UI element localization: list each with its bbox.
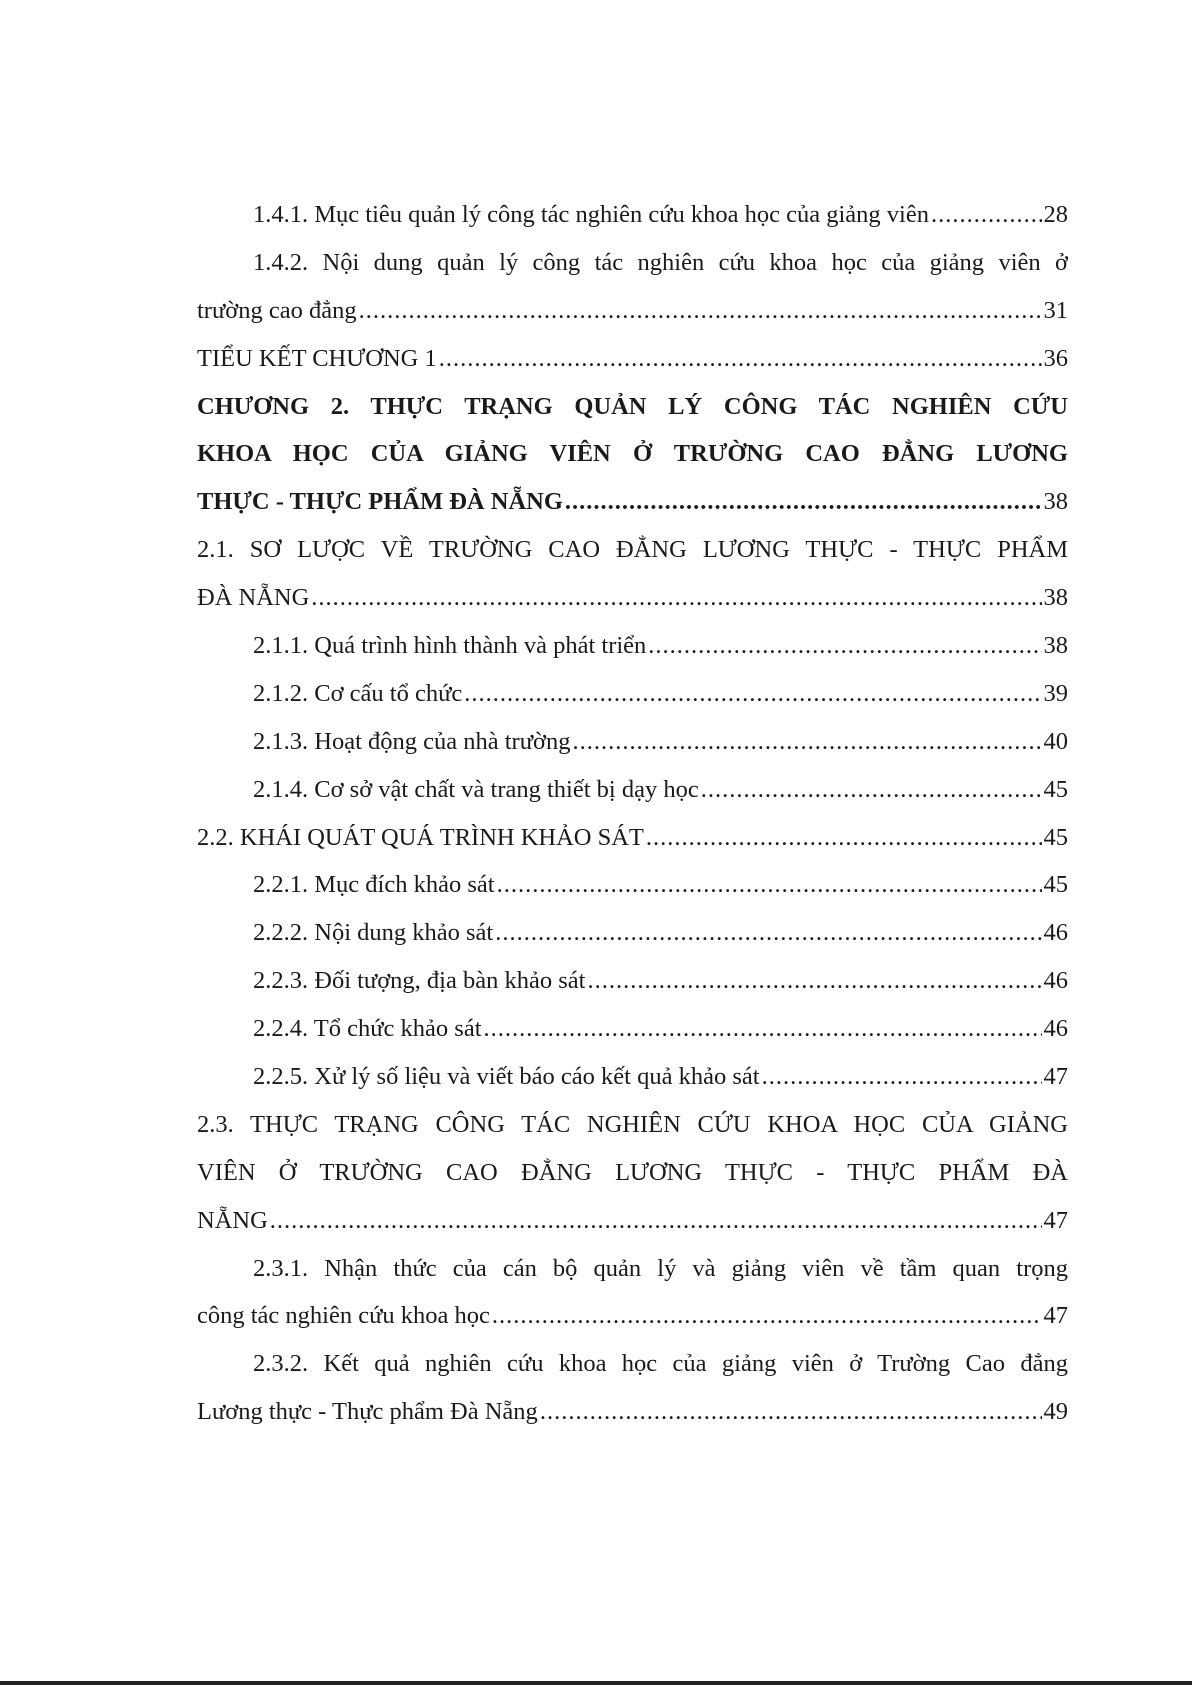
toc-page-number: 31 (1043, 296, 1068, 324)
dot-leader (565, 478, 1042, 526)
toc-entry[interactable] (197, 526, 1068, 622)
toc-entry-title: 2.2.4. Tổ chức khảo sát (253, 1015, 482, 1043)
toc-entry[interactable] (197, 1053, 1068, 1101)
toc-entry-title-line: 2.3.2. Kết quả nghiên cứu khoa học của giảng viên ở Trường Cao đẳng (253, 1350, 1068, 1378)
toc-page-number: 38 (1043, 632, 1068, 660)
toc-entry[interactable] (197, 191, 1068, 239)
dot-leader (359, 287, 1042, 335)
toc-entry-title: 2.2.3. Đối tượng, địa bàn khảo sát (253, 967, 586, 995)
dot-leader (492, 1292, 1042, 1340)
toc-entry[interactable] (197, 957, 1068, 1005)
toc-page-number: 45 (1043, 823, 1068, 851)
dot-leader (648, 622, 1041, 670)
toc-entry-title: 1.4.1. Mục tiêu quản lý công tác nghiên cứu khoa học của giảng viên (253, 201, 929, 228)
toc-entry-title-line: 1.4.2. Nội dung quản lý công tác nghiên cứu khoa học của giảng viên ở (253, 248, 1068, 276)
toc-entry[interactable] (197, 670, 1068, 718)
toc-entry-title: 2.2.2. Nội dung khảo sát (253, 919, 494, 947)
dot-leader (311, 574, 1041, 622)
toc-entry-title-line: 2.3.1. Nhận thức của cán bộ quản lý và giảng viên về tầm quan trọng (253, 1254, 1068, 1282)
toc-entry[interactable] (197, 814, 1068, 862)
toc-page-number: 38 (1043, 584, 1068, 612)
dot-leader (439, 335, 1042, 383)
toc-entry[interactable] (197, 239, 1068, 335)
toc-entry[interactable] (197, 766, 1068, 814)
toc-entry-title: 2.1.1. Quá trình hình thành và phát triển (253, 632, 647, 660)
toc-entry-title: công tác nghiên cứu khoa học (197, 1302, 490, 1330)
toc-entry[interactable] (197, 622, 1068, 670)
toc-entry-title-line: 2.1. SƠ LƯỢC VỀ TRƯỜNG CAO ĐẲNG LƯƠNG THỰC - THỰC PHẨM (197, 536, 1068, 564)
toc-entry-title: 2.2.5. Xử lý số liệu và viết báo cáo kết quả khảo sát (253, 1063, 760, 1091)
toc-entry[interactable] (197, 718, 1068, 766)
dot-leader (464, 670, 1041, 718)
toc-entry[interactable] (197, 1005, 1068, 1053)
toc-entry-title-line: 2.3. THỰC TRẠNG CÔNG TÁC NGHIÊN CỨU KHOA HỌC CỦA GIẢNG (197, 1110, 1068, 1138)
toc-entry-title: 2.2. KHÁI QUÁT QUÁ TRÌNH KHẢO SÁT (197, 823, 644, 851)
toc-entry-title: Lương thực - Thực phẩm Đà Nẵng (197, 1398, 538, 1426)
dot-leader (495, 909, 1041, 957)
toc-page-number: 47 (1043, 1063, 1068, 1091)
toc-entry[interactable] (197, 909, 1068, 957)
toc-entry-title-line: CHƯƠNG 2. THỰC TRẠNG QUẢN LÝ CÔNG TÁC NGHIÊN CỨU (197, 392, 1068, 420)
dot-leader (587, 957, 1041, 1005)
toc-page-number: 45 (1043, 871, 1068, 899)
dot-leader (497, 861, 1042, 909)
toc-entry-title-line: KHOA HỌC CỦA GIẢNG VIÊN Ở TRƯỜNG CAO ĐẲNG LƯƠNG (197, 440, 1068, 468)
table-of-contents (197, 191, 1068, 1436)
toc-entry[interactable] (197, 861, 1068, 909)
toc-page-number: 47 (1043, 1302, 1068, 1330)
toc-page-number: 39 (1043, 679, 1068, 707)
toc-page-number: 28 (1043, 201, 1068, 228)
toc-entry-title: 2.2.1. Mục đích khảo sát (253, 871, 495, 899)
toc-entry-title: NẴNG (197, 1206, 268, 1234)
toc-page-number: 46 (1043, 967, 1068, 995)
toc-page-number: 45 (1043, 775, 1068, 803)
toc-entry-title: 2.1.3. Hoạt động của nhà trường (253, 727, 571, 755)
page-bottom-border (0, 1681, 1192, 1685)
toc-page-number: 36 (1043, 344, 1068, 372)
dot-leader (484, 1005, 1042, 1053)
dot-leader (701, 766, 1042, 814)
toc-entry-title: 2.1.4. Cơ sở vật chất và trang thiết bị dạy học (253, 775, 699, 803)
toc-entry[interactable] (197, 383, 1068, 527)
toc-page-number: 49 (1043, 1398, 1068, 1426)
toc-page-number: 46 (1043, 1015, 1068, 1043)
toc-page-number: 40 (1043, 727, 1068, 755)
toc-entry-title: trường cao đẳng (197, 296, 357, 324)
toc-entry[interactable] (197, 1245, 1068, 1341)
dot-leader (540, 1388, 1042, 1436)
toc-entry[interactable] (197, 335, 1068, 383)
toc-entry-title: TIỂU KẾT CHƯƠNG 1 (197, 344, 437, 372)
toc-entry-title: 2.1.2. Cơ cấu tổ chức (253, 679, 463, 707)
dot-leader (572, 718, 1041, 766)
toc-entry[interactable] (197, 1340, 1068, 1436)
dot-leader (646, 814, 1042, 862)
toc-entry-title-line: VIÊN Ở TRƯỜNG CAO ĐẲNG LƯƠNG THỰC - THỰC PHẨM ĐÀ (197, 1158, 1068, 1186)
toc-entry-title: ĐÀ NẴNG (197, 584, 310, 612)
dot-leader (270, 1197, 1042, 1245)
toc-page-number: 47 (1043, 1206, 1068, 1234)
dot-leader (931, 191, 1042, 239)
dot-leader (762, 1053, 1042, 1101)
toc-entry-title: THỰC - THỰC PHẨM ĐÀ NẴNG (197, 488, 563, 516)
toc-page-number: 46 (1043, 919, 1068, 947)
toc-entry[interactable] (197, 1101, 1068, 1245)
toc-page-number: 38 (1043, 488, 1068, 516)
